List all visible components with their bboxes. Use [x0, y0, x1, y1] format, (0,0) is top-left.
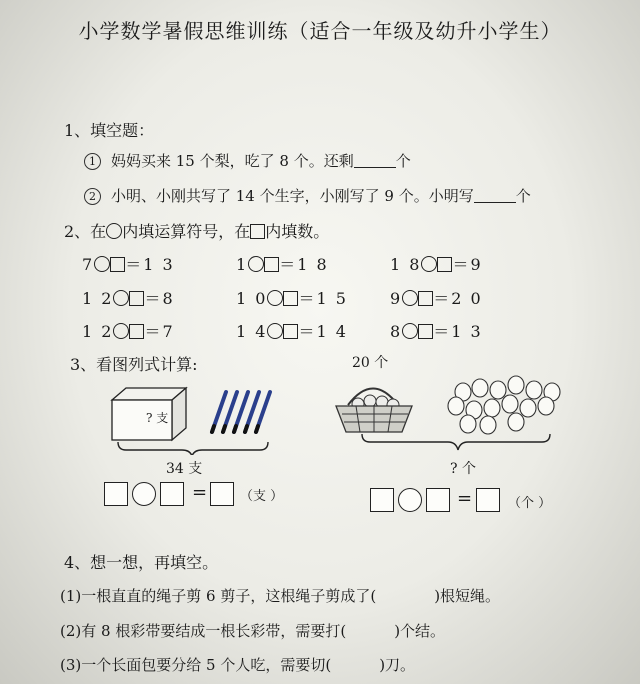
answer-blank[interactable]	[354, 153, 396, 168]
pencil-box-figure	[100, 380, 290, 455]
operator-circle[interactable]	[421, 256, 437, 272]
question-4-3: (3)一个长面包要分给 5 个人吃，需要切( )刀。	[60, 656, 416, 674]
answer-box[interactable]	[476, 488, 500, 512]
equation-item: 1 0 ＝1 5	[236, 289, 348, 308]
number-square[interactable]	[110, 257, 125, 272]
operator-circle[interactable]	[94, 256, 110, 272]
equals-sign: =	[192, 482, 208, 503]
basket-count-label: 20 个	[352, 355, 389, 371]
question-text: 妈妈买来 15 个梨，吃了 8 个。还剩	[111, 152, 354, 170]
operator-circle[interactable]	[402, 323, 418, 339]
section3-heading: 3、看图列式计算:	[70, 355, 198, 374]
equation-item: 1 ＝1 8	[236, 255, 329, 274]
question-1-1	[84, 150, 411, 171]
unit-label: （个 ）	[508, 496, 552, 511]
number-square[interactable]	[283, 324, 298, 339]
equation-item: 7 ＝1 3	[82, 255, 175, 274]
basket-pears-figure	[328, 370, 568, 455]
equation-item: 1 4 ＝1 4	[236, 322, 348, 341]
number-square[interactable]	[283, 291, 298, 306]
question-text: 小明、小刚共写了 14 个生字，小刚写了 9 个。小明写	[111, 187, 474, 205]
operator-circle[interactable]	[267, 290, 283, 306]
question-tail: 个	[515, 187, 531, 205]
total-label: 34 支	[166, 461, 203, 477]
answer-box[interactable]	[426, 488, 450, 512]
pears-icon	[448, 376, 560, 434]
brace-icon	[362, 434, 550, 450]
section2-heading: 2、在 内填运算符号，在 内填数。	[64, 222, 330, 241]
question-4-2: (2)有 8 根彩带要结成一根长彩带，需要打( )个结。	[60, 622, 446, 640]
equals-sign: =	[457, 488, 473, 509]
answer-box[interactable]	[370, 488, 394, 512]
operator-circle[interactable]	[113, 323, 129, 339]
circled-number: 1	[84, 153, 101, 170]
equation-item: 1 8 ＝9	[390, 255, 483, 274]
answer-box[interactable]	[160, 482, 184, 506]
number-square[interactable]	[418, 324, 433, 339]
answer-box[interactable]	[210, 482, 234, 506]
equation-item: 8 ＝1 3	[390, 322, 483, 341]
number-square[interactable]	[418, 291, 433, 306]
question-1-2	[84, 185, 531, 206]
number-square[interactable]	[264, 257, 279, 272]
number-square[interactable]	[129, 324, 144, 339]
operator-circle[interactable]	[267, 323, 283, 339]
brace-icon	[118, 442, 268, 455]
basket-icon	[336, 389, 412, 433]
section4-heading: 4、想一想，再填空。	[64, 553, 219, 572]
operator-circle[interactable]	[248, 256, 264, 272]
page-title: 小学数学暑假思维训练（适合一年级及幼升小学生）	[78, 19, 562, 43]
answer-box[interactable]	[104, 482, 128, 506]
operator-circle[interactable]	[398, 488, 422, 512]
box-label: ? 支	[146, 411, 169, 425]
square-symbol-icon	[250, 224, 265, 239]
operator-circle[interactable]	[402, 290, 418, 306]
number-square[interactable]	[437, 257, 452, 272]
operator-circle[interactable]	[113, 290, 129, 306]
answer-blank[interactable]	[346, 624, 394, 638]
answer-blank[interactable]	[376, 589, 434, 603]
unit-label: （支 ）	[240, 489, 284, 504]
circled-number: 2	[84, 188, 101, 205]
equation-item: 1 2 ＝7	[82, 322, 175, 341]
circle-symbol-icon	[106, 223, 122, 239]
question-4-1: (1)一根直直的绳子剪 6 剪子，这根绳子剪成了( )根短绳。	[60, 587, 501, 605]
question-tail: 个	[395, 152, 411, 170]
answer-blank[interactable]	[331, 658, 379, 672]
operator-circle[interactable]	[132, 482, 156, 506]
number-square[interactable]	[129, 291, 144, 306]
question-label: ? 个	[450, 461, 476, 477]
section1-heading: 1、填空题：	[64, 121, 155, 140]
equation-item: 1 2 ＝8	[82, 289, 175, 308]
answer-blank[interactable]	[474, 188, 516, 203]
pencils-icon	[212, 392, 270, 432]
equation-item: 9 ＝2 0	[390, 289, 483, 308]
